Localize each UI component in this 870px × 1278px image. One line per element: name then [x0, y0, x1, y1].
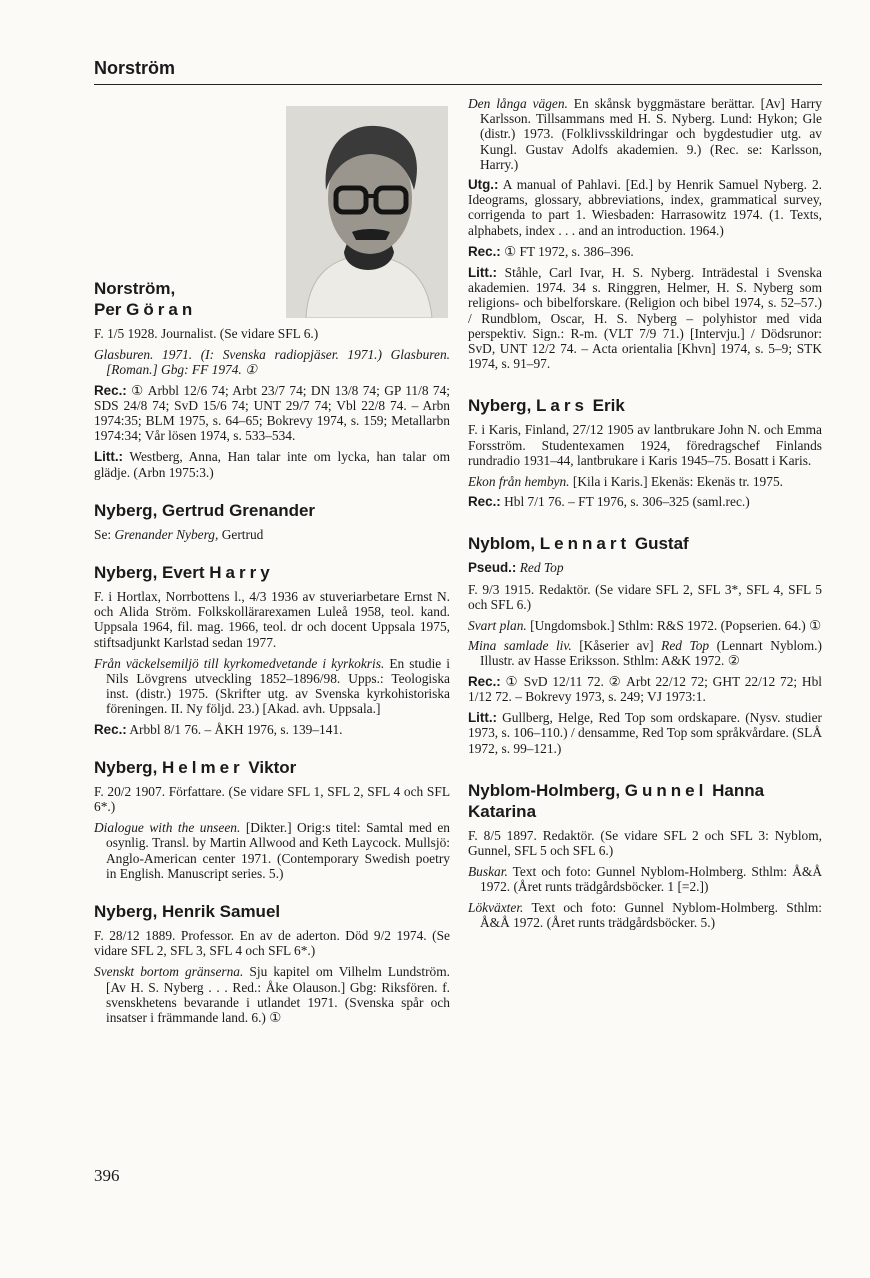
- norstrom-heading-block: [94, 278, 196, 320]
- work-title: Den långa vägen.: [468, 96, 568, 111]
- work-pseudonym: Red Top: [661, 638, 710, 654]
- entry-nyberg-lars-erik: [468, 395, 822, 509]
- entry-heading: [94, 278, 196, 320]
- reviews-label: Rec.:: [94, 721, 127, 737]
- entry-bio: F. i Karis, Finland, 27/12 1905 av lantbrukare John N. och Emma Forsström. Studentexamen 1924, föredragschef Finlands rundradio 1931–44, lantbrukare i Karis 1945–75. Bosatt i Karis.: [468, 422, 822, 468]
- entry-nyblom-holmberg-gunnel: [468, 780, 822, 930]
- entry-heading: [94, 562, 450, 583]
- entry-nyberg-henrik-samuel: [94, 901, 450, 1025]
- work-details: En studie i Nils Lövgrens utveckling 1852–1896/98. Upps.: Teologiska inst. (distr.) 1975. (Skrifter utg. av Svenska kyrkohistoriska föreningen. II. Ny följd. 23.) [Akad. avh. Uppsala.]: [106, 655, 450, 717]
- entry-work: [468, 900, 822, 930]
- entry-reviews: [94, 383, 450, 444]
- portrait-block: [94, 96, 450, 320]
- work-title: Buskar.: [468, 864, 508, 880]
- pseudonym-text: Red Top: [519, 560, 564, 576]
- heading-spaced: Gunnel: [624, 780, 708, 800]
- entry-bio: F. 8/5 1897. Redaktör. (Se vidare SFL 2 och SFL 3: Nyblom, Gunnel, SFL 5 och SFL 6.): [468, 827, 822, 858]
- entry-bio: F. 9/3 1915. Redaktör. (Se vidare SFL 2, SFL 3*, SFL 4, SFL 5 och SFL 6.): [468, 581, 822, 612]
- entry-work: [94, 820, 450, 881]
- work-title: Dialogue with the unseen.: [94, 820, 241, 836]
- literature-label: Litt.:: [94, 449, 123, 465]
- heading-line2-first: Per: [94, 300, 127, 319]
- literature-label: Litt.:: [468, 710, 497, 726]
- entry-pseudonym: [468, 560, 822, 575]
- entry-heading: Nyberg, Gertrud Grenander: [94, 500, 316, 520]
- heading-spaced: Lennart: [539, 534, 631, 554]
- entry-nyberg-henrik-continued: [468, 96, 822, 371]
- heading-line1: Norström,: [94, 279, 176, 298]
- see-ref: Gertrud: [218, 526, 264, 542]
- work-details: Text och foto: Gunnel Nyblom-Holmberg. Sthlm: Å&Å 1972. (Året runts trädgårdsböcker. 5.): [480, 899, 822, 930]
- reviews-text: Hbl 7/1 76. – FT 1976, s. 306–325 (saml.rec.): [500, 494, 750, 510]
- work-title: Svenskt bortom gränserna.: [94, 964, 244, 980]
- left-column: [94, 96, 450, 1045]
- heading-part: Gustaf: [630, 534, 689, 554]
- entry-bio: F. 28/12 1889. Professor. En av de aderton. Död 9/2 1974. (Se vidare SFL 2, SFL 3, SFL 4 och SFL 6*.): [94, 928, 450, 959]
- work-details: [Dikter.] Orig:s titel: Samtal med en osynlig. Transl. by Martin Allwood and Keth Laycock. Mullsjö: Anglo-American center 1971. (Contemporary Swedish poetry in English. Manuscript series. 5.): [106, 820, 450, 881]
- work-title: Lökväxter.: [468, 899, 524, 915]
- heading-part: Hanna Katarina: [468, 780, 765, 821]
- entry-bio: F. i Hortlax, Norrbottens l., 4/3 1936 av stuveriarbetare Ernst N. och Alida Ström. Folkskollärarexamen Luleå 1958, teol. kand. Uppsala 1964, fil. mag. 1966, teol. dr och docent Uppsala 1975, stiftsadjunkt Karlstad sedan 1977.: [94, 589, 450, 650]
- work-details: (Lennart Nyblom.) Illustr. av Hasse Eriksson. Sthlm: A&K 1972. ②: [480, 638, 822, 669]
- entry-works: Glasburen. 1971. (I: Svenska radiopjäser. 1971.) Glasburen. [Roman.] Gbg: FF 1974. ①: [94, 347, 450, 378]
- reviews-label: Rec.:: [468, 494, 501, 510]
- entry-see-reference: [94, 527, 450, 542]
- page-number: 396: [94, 1166, 120, 1185]
- entry-reviews: [468, 674, 822, 704]
- reviews-text: Arbbl 8/1 76. – ÅKH 1976, s. 139–141.: [126, 721, 343, 737]
- heading-part: Nyberg,: [468, 396, 537, 416]
- reviews-label: Rec.:: [94, 382, 127, 398]
- entry-nyberg-evert-harry: [94, 562, 450, 737]
- work-details: [Kåserier av]: [571, 638, 662, 654]
- entry-heading: [468, 780, 822, 822]
- entry-heading: [94, 757, 450, 778]
- heading-part: Nyblom,: [468, 534, 540, 554]
- work-details: [Ungdomsbok.] Sthlm: R&S 1972. (Popserien. 64.) ①: [526, 618, 822, 634]
- heading-part: Nyberg, Evert: [94, 563, 210, 583]
- entry-heading: [468, 533, 822, 554]
- work-details: [Kila i Karis.] Ekenäs: Ekenäs tr. 1975.: [569, 474, 783, 490]
- entry-literature: [468, 265, 822, 371]
- entry-work: [468, 618, 822, 633]
- work-title: Svart plan.: [468, 618, 527, 634]
- pseudonym-label: Pseud.:: [468, 560, 517, 576]
- editor-text: A manual of Pahlavi. [Ed.] by Henrik Samuel Nyberg. 2. Ideograms, glossary, abbreviations, index, grammatical survey, corrigenda to part 1. Wiesbaden: Harrasowitz 1974. (1. Texts, alphabets, index . . . and an introduction. 1964.): [468, 177, 822, 238]
- entry-work: [94, 964, 450, 1025]
- reviews-label: Rec.:: [468, 673, 501, 689]
- heading-spaced: Lars: [536, 396, 588, 416]
- heading-part: Erik: [587, 396, 625, 416]
- entry-norstrom-per-goran: [94, 96, 450, 480]
- entry-reviews: [468, 244, 822, 259]
- entry-heading: [468, 395, 822, 416]
- entry-reviews: [94, 722, 450, 737]
- entry-work: [468, 638, 822, 668]
- heading-spaced: Harry: [209, 563, 274, 583]
- photo-mustache: [352, 229, 390, 240]
- heading-line2-spaced: Göran: [126, 300, 197, 319]
- entry-work: [468, 96, 822, 172]
- running-head: Norström: [94, 58, 176, 78]
- literature-label: Litt.:: [468, 265, 497, 281]
- entry-literature: [468, 710, 822, 756]
- entry-literature: [94, 449, 450, 479]
- entry-bio: F. 20/2 1907. Författare. (Se vidare SFL 1, SFL 2, SFL 4 och SFL 6*.): [94, 783, 450, 815]
- work-title: Mina samlade liv.: [468, 638, 572, 654]
- work-details: Sju kapitel om Vilhelm Lundström. [Av H. S. Nyberg . . . Red.: Åke Olauson.] Gbg: Riksfören. f. svenskhetens bevarande i utlandet 1971. (Svenska spår och insatser i främmande land. 6.) ①: [106, 964, 451, 1026]
- entry-work: [94, 656, 450, 717]
- literature-text: Westberg, Anna, Han talar inte om lycka, han talar om glädje. (Arbn 1975:3.): [94, 449, 450, 480]
- entry-nyberg-helmer-viktor: [94, 757, 450, 881]
- work-details: En skånsk byggmästare berättar. [Av] Harry Karlsson. Tillsammans med H. S. Nyberg. Lund: Hykon; Gle (distr.) 1973. (Folklivsskildringar och bygdestudier utg. av Kungl. Gustav Adolfs akademien. 9.) (Rec. se: Karlsson, Harry.): [480, 96, 823, 172]
- see-label: Se:: [94, 526, 115, 542]
- reviews-text: ① Arbbl 12/6 74; Arbt 23/7 74; DN 13/8 74; GP 11/8 74; SDS 24/8 74; SvD 15/6 74; UNT 29/7 74; Vbl 22/8 74. – Arbn 1974:35; BLM 1975, s. 64–65; Bokrevy 1974, s. 159; Metallarbn 1974:34; Vår lösen 1974, s. 533–534.: [94, 382, 450, 444]
- header-rule: [94, 84, 822, 85]
- entry-reviews: [468, 494, 822, 509]
- see-ref-italic: Grenander Nyberg,: [114, 526, 219, 542]
- heading-spaced: Helmer: [162, 757, 244, 777]
- entry-nyblom-lennart-gustaf: [468, 533, 822, 755]
- heading-part: Viktor: [243, 757, 297, 777]
- entry-work: [468, 474, 822, 489]
- entry-heading: Nyberg, Henrik Samuel: [94, 902, 281, 922]
- entry-nyberg-gertrud: [94, 500, 450, 542]
- editor-label: Utg.:: [468, 177, 499, 193]
- work-title: Från väckelsemiljö till kyrkomedvetande i kyrkokris.: [94, 655, 385, 671]
- literature-text: Ståhle, Carl Ivar, H. S. Nyberg. Inträdestal i Svenska akademien. 1974. 34 s. Ringgren, Helmer, H. S. Nyberg som religions- och bibelforskare. (Religion och bibel 1974, s. 52–57.) / Rundblom, Oscar, H. S. Nyberg – polyhistor med vida perspektiv. Sign.: R-m. (VLT 7/9 71.) [Intervju.] / Dödsrunor: SvD, UNT 12/2 74. – Acta orientalia [Khvn] 1974, s. 5–9; STK 1974, s. 91–97.: [468, 265, 822, 372]
- entry-editor: [468, 177, 822, 238]
- work-title: Ekon från hembyn.: [468, 474, 570, 490]
- portrait-photo: [286, 106, 448, 318]
- right-column: [468, 96, 822, 954]
- entry-bio: F. 1/5 1928. Journalist. (Se vidare SFL 6.): [94, 326, 319, 341]
- reviews-text: ① SvD 12/11 72. ② Arbt 22/12 72; GHT 22/12 72; Hbl 1/12 72. – Bokrevy 1973, s. 249; VJ 1973:1.: [468, 673, 822, 704]
- work-details: Text och foto: Gunnel Nyblom-Holmberg. Sthlm: Å&Å 1972. (Året runts trädgårdsböcker. 1 [=2.]): [480, 864, 822, 895]
- entry-work: [468, 864, 822, 894]
- reviews-label: Rec.:: [468, 243, 501, 259]
- heading-part: Nyblom-Holmberg,: [468, 780, 625, 800]
- reviews-text: ① FT 1972, s. 386–396.: [500, 243, 634, 259]
- literature-text: Gullberg, Helge, Red Top som ordskapare. (Nysv. studier 1973, s. 106–110.) / densamme, Red Top som språkvårdare. (SLÅ 1972, s. 99–121.): [468, 710, 822, 756]
- heading-part: Nyberg,: [94, 757, 163, 777]
